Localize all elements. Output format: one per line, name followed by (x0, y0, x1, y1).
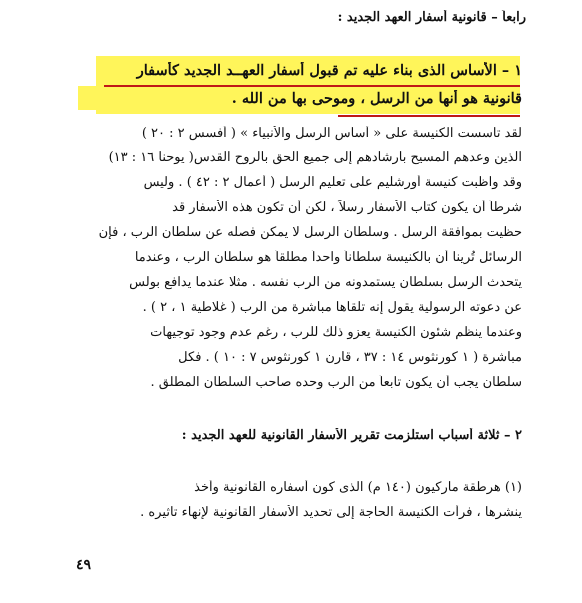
paragraph-line: الرسائل تُرينا أن بالكنيسة سلطاناً واحداً مطلقاً هو سلطان الرب ، وعندما (134, 250, 522, 265)
paragraph-line: الذين وعدهم المسيح بارشادهم إلى جميع الحق بالروح القدس( يوحنا ١٦ : ١٣) (108, 150, 522, 165)
highlighted-point-line-2: قانونية هو أنها من الرسل ، وموحى بها من الله . (231, 90, 522, 107)
page-number: ٤٩ (76, 557, 92, 573)
paragraph-line: شرطاً أن يكون كتاب الأسفار رسلاً ، لكن أن تكون هذه الأسفار قد (172, 200, 522, 215)
underline-mark-2 (338, 115, 520, 117)
paragraph-line: مباشرة ( ١ كورنثوس ١٤ : ٣٧ ، قارن ١ كورنثوس ٧ : ١٠ ) . فكل (178, 350, 522, 365)
paragraph-line: وقد واظبت كنيسة أورشليم على تعليم الرسل ( أعمال ٢ : ٤٢ ) . وليس (143, 175, 522, 190)
paragraph-line: يتحدث الرسل بسلطان يستمدونه من الرب نفسه . مثلا عندما يدافع بولس (129, 275, 522, 290)
subheading-reasons: ٢ – ثلاثة أسباب استلزمت تقرير الأسفار القانونية للعهد الجديد : (181, 428, 522, 443)
highlighted-point-line-1: ١ – الأساس الذى بناء عليه تم قبول أسفار العهــد الجديد كأسفار (136, 62, 522, 79)
paragraph-line: لقد تأسست الكنيسة على « أساس الرسل والأنبياء » ( أفسس ٢ : ٢٠ ) (141, 126, 522, 141)
paragraph-line: عن دعوته الرسولية يقول إنه تلقاها مباشرة من الرب ( غلاطية ١ ، ٢ ) . (142, 300, 522, 315)
paragraph-line: سلطان يجب أن يكون تابعاً من الرب وحده صاحب السلطان المطلق . (150, 375, 522, 390)
reason-line: ينشرها ، فرأت الكنيسة الحاجة إلى تحديد الأسفار القانونية لإنهاء تأثيره . (140, 505, 522, 520)
reason-line: (١) هرطقة ماركيون (١٤٠ م) الذى كون أسفاره القانونية وأخذ (194, 480, 522, 495)
paragraph-line: وعندما ينظم شئون الكنيسة يعزو ذلك للرب ، رغم عدم وجود توجيهات (150, 325, 522, 340)
paragraph-line: حظيت بموافقة الرسل . وسلطان الرسل لا يمكن فصله عن سلطان الرب ، فإن (98, 225, 522, 240)
section-heading: رابعاً – قانونية أسفار العهد الجديد : (337, 10, 526, 25)
